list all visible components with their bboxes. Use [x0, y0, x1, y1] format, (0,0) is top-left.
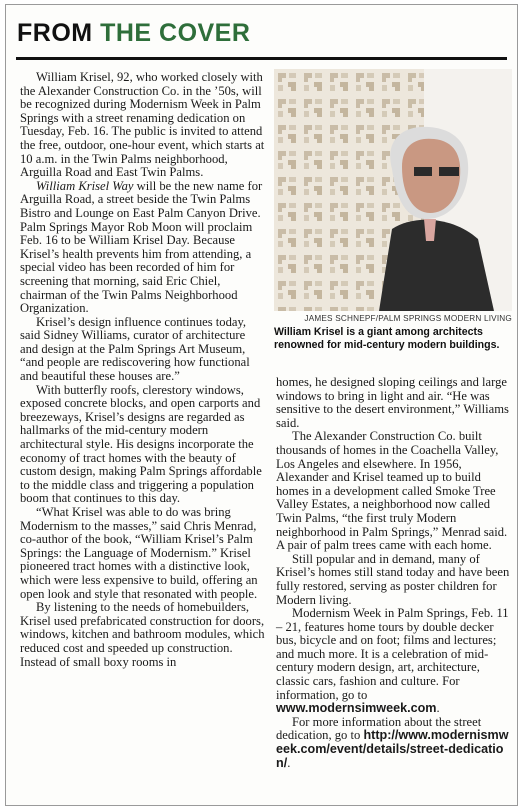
photo-credit: JAMES SCHNEPF/PALM SPRINGS MODERN LIVING — [304, 314, 512, 323]
paragraph: By listening to the needs of homebuilders, Krisel used prefabricated construction for doors, windows, kitchen and bathroom modules, which reduced cost and speeded up construction. Instead of small boxy rooms in — [20, 600, 265, 669]
architect-photo — [274, 69, 512, 311]
street-name: William Krisel Way — [36, 178, 134, 193]
paragraph: With butterfly roofs, clerestory windows, exposed concrete blocks, and open carports and breezeways, Krisel’s designs are regarded as hallmarks of the mid-century modern architectural style. His designs incorporate the economy of tract homes with the beauty of custom design, making Palm Springs affordable to the middle class and triggering a population boom that continues to this day. — [20, 382, 262, 506]
paragraph: Krisel’s design influence continues today, said Sidney Williams, curator of architecture and design at the Palm Springs Art Museum, “and people are rediscovering how functional and beautiful these houses are.” — [20, 314, 250, 384]
paragraph: Modernism Week in Palm Springs, Feb. 11 – 21, features home tours by double decker bus, bicycle and on foot; films and lectures; and much more. It is a celebration of mid-century modern design, art, architecture, classic cars, fashion and culture. For information, go to www.modernsimweek.com. — [276, 606, 509, 716]
article-page — [5, 4, 518, 806]
paragraph: Still popular and in demand, many of Krisel’s homes still stand today and have been fully restored, serving as poster children for Modern living. — [276, 551, 510, 607]
paragraph: The Alexander Construction Co. built thousands of homes in the Coachella Valley, Los Angeles and elsewhere. In 1956, Alexander and Krisel teamed up to build homes in a development called Smoke Tree Valley Estates, a neighborhood now called Twin Palms, “the first truly Modern neighborhood in Palm Springs,” Menrad said. A pair of palm trees came with each home. — [276, 429, 508, 553]
column-left — [20, 71, 266, 669]
paragraph: William Krisel Way will be the new name for Arguilla Road, a street beside the Twin Palms Bistro and Lounge on East Palm Canyon Drive. Palm Springs Mayor Rob Moon will proclaim Feb. 16 to be William Krisel Day. Because Krisel’s health prevents him from attending, a special video has been recorded of him for screening that morning, said Eric Chiel, chairman of the Twin Palms Neighborhood Organization. — [20, 178, 263, 316]
modernism-week-link: www.modernsimweek.com — [276, 701, 437, 716]
header-the-cover: THE COVER — [100, 19, 251, 47]
header-from: FROM — [17, 19, 93, 47]
header-rule — [16, 57, 507, 60]
paragraph: For more information about the street dedication, go to http://www.modernismweek.com/event/details/street-dedication/. — [276, 714, 509, 770]
column-right — [276, 376, 512, 770]
section-header — [17, 21, 250, 46]
paragraph: William Krisel, 92, who worked closely with the Alexander Construction Co. in the ’50s, will be recognized during Modernism Week in Palm Springs with a street renaming dedication on Tuesday, Feb. 16. The public is invited to attend the free, outdoor, one-hour event, which starts at 10 a.m. in the Twin Palms neighborhood, Arguilla Road and East Twin Palms. — [20, 70, 265, 180]
paragraph: “What Krisel was able to do was bring Modernism to the masses,” said Chris Menrad, co-author of the book, “William Krisel’s Palm Springs: the Language of Modernism.” Krisel pioneered tract homes with a distinctive look, which were less expensive to build, offering an open look and style that resonated with people. — [20, 505, 258, 601]
street-dedication-link: http://www.modernismweek.com/event/details/street-dedication/ — [276, 728, 509, 770]
architect-photo-image — [274, 69, 512, 311]
photo-caption: William Krisel is a giant among architects renowned for mid-century modern buildings. — [274, 326, 500, 351]
paragraph: homes, he designed sloping ceilings and large windows to bring in light and air. “He was sensitive to the desert environment,” Williams said. — [276, 375, 509, 430]
